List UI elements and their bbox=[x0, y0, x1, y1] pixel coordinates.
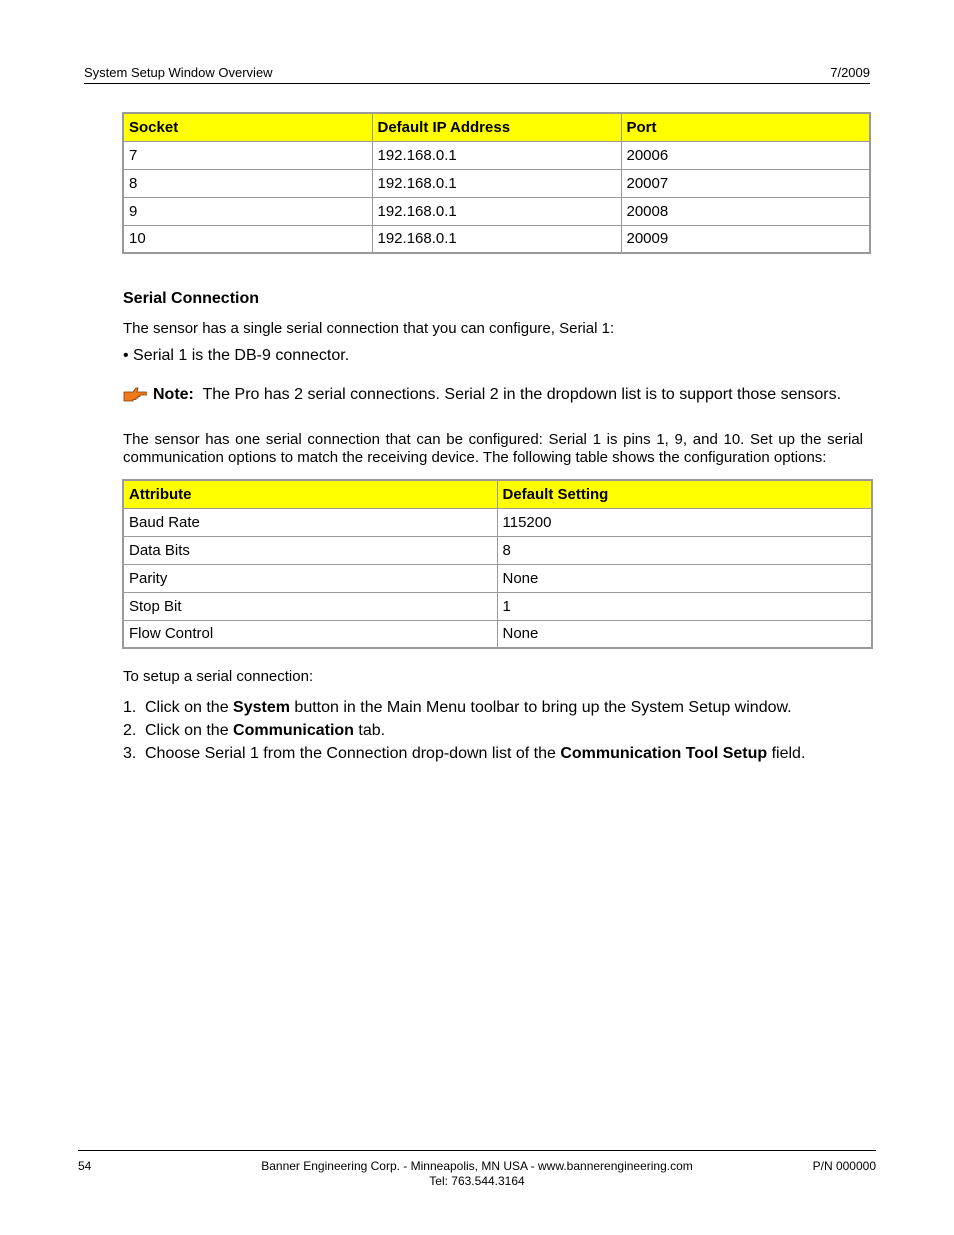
table-cell: Data Bits bbox=[123, 536, 497, 564]
column-header: Socket bbox=[123, 113, 372, 141]
steps-list bbox=[123, 696, 883, 765]
footer-contact bbox=[78, 1159, 876, 1189]
list-item bbox=[123, 696, 883, 719]
section-heading: Serial Connection bbox=[123, 290, 260, 307]
note-text: The Pro has 2 serial connections. Serial 2 in the dropdown list is to support those sensors. bbox=[202, 386, 842, 403]
step-number: 1. bbox=[123, 699, 137, 716]
header-title: System Setup Window Overview bbox=[84, 65, 273, 80]
part-number: P/N 000000 bbox=[812, 1159, 876, 1173]
serial-description: The sensor has one serial connection that can be configured: Serial 1 is pins 1, 9, and 10. Set up the serial communication options to match the receiving device. The following table shows the configuration options: bbox=[123, 431, 863, 466]
step-text: Click on the bbox=[145, 699, 234, 716]
table-row bbox=[123, 141, 870, 169]
step-text: tab. bbox=[353, 722, 386, 739]
table-cell: 8 bbox=[497, 536, 872, 564]
step-bold: Communication Tool Setup bbox=[560, 745, 768, 762]
table-cell: 20006 bbox=[621, 141, 870, 169]
page-number: 54 bbox=[78, 1159, 92, 1173]
table-cell: None bbox=[497, 564, 872, 592]
column-header: Port bbox=[621, 113, 870, 141]
page-footer bbox=[78, 1150, 876, 1188]
table-cell: Stop Bit bbox=[123, 592, 497, 620]
pointing-hand-icon bbox=[123, 386, 147, 402]
table-cell: 115200 bbox=[497, 508, 872, 536]
footer-phone: Tel: 763.544.3164 bbox=[429, 1174, 525, 1188]
serial-intro: The sensor has a single serial connection that you can configure, Serial 1: bbox=[123, 320, 615, 337]
table-cell: 1 bbox=[497, 592, 872, 620]
table-cell: Flow Control bbox=[123, 620, 497, 648]
note bbox=[123, 386, 841, 404]
socket-table bbox=[122, 112, 871, 254]
column-header: Default Setting bbox=[497, 480, 872, 508]
table-header-row bbox=[123, 113, 870, 141]
table-cell: Baud Rate bbox=[123, 508, 497, 536]
table-cell: 20007 bbox=[621, 169, 870, 197]
table-cell: Parity bbox=[123, 564, 497, 592]
table-cell: None bbox=[497, 620, 872, 648]
serial-bullet: • Serial 1 is the DB-9 connector. bbox=[123, 347, 350, 364]
table-row bbox=[123, 536, 872, 564]
table-row bbox=[123, 620, 872, 648]
list-item bbox=[123, 719, 883, 742]
table-row bbox=[123, 197, 870, 225]
table-cell: 20009 bbox=[621, 225, 870, 253]
table-cell: 192.168.0.1 bbox=[372, 197, 621, 225]
table-row bbox=[123, 592, 872, 620]
step-bold: Communication bbox=[233, 722, 354, 739]
steps-intro: To setup a serial connection: bbox=[123, 668, 314, 685]
list-item bbox=[123, 742, 883, 765]
step-text: Click on the bbox=[145, 722, 234, 739]
step-bold: System bbox=[233, 699, 290, 716]
step-number: 2. bbox=[123, 722, 137, 739]
table-cell: 8 bbox=[123, 169, 372, 197]
table-row bbox=[123, 169, 870, 197]
table-cell: 10 bbox=[123, 225, 372, 253]
step-text: button in the Main Menu toolbar to bring up the System Setup window. bbox=[289, 699, 792, 716]
table-cell: 9 bbox=[123, 197, 372, 225]
header-date: 7/2009 bbox=[830, 65, 870, 80]
column-header: Attribute bbox=[123, 480, 497, 508]
table-cell: 192.168.0.1 bbox=[372, 141, 621, 169]
table-cell: 192.168.0.1 bbox=[372, 225, 621, 253]
table-row bbox=[123, 225, 870, 253]
table-cell: 7 bbox=[123, 141, 372, 169]
footer-company: Banner Engineering Corp. - Minneapolis, MN USA - www.bannerengineering.com bbox=[261, 1159, 693, 1173]
table-cell: 20008 bbox=[621, 197, 870, 225]
column-header: Default IP Address bbox=[372, 113, 621, 141]
step-text: Choose Serial 1 from the Connection drop-down list of the bbox=[145, 745, 561, 762]
table-row bbox=[123, 508, 872, 536]
step-text: field. bbox=[767, 745, 806, 762]
table-row bbox=[123, 564, 872, 592]
table-header-row bbox=[123, 480, 872, 508]
page-header bbox=[84, 64, 870, 84]
note-label: Note: bbox=[153, 386, 194, 403]
attribute-table bbox=[122, 479, 873, 649]
table-cell: 192.168.0.1 bbox=[372, 169, 621, 197]
step-number: 3. bbox=[123, 745, 137, 762]
